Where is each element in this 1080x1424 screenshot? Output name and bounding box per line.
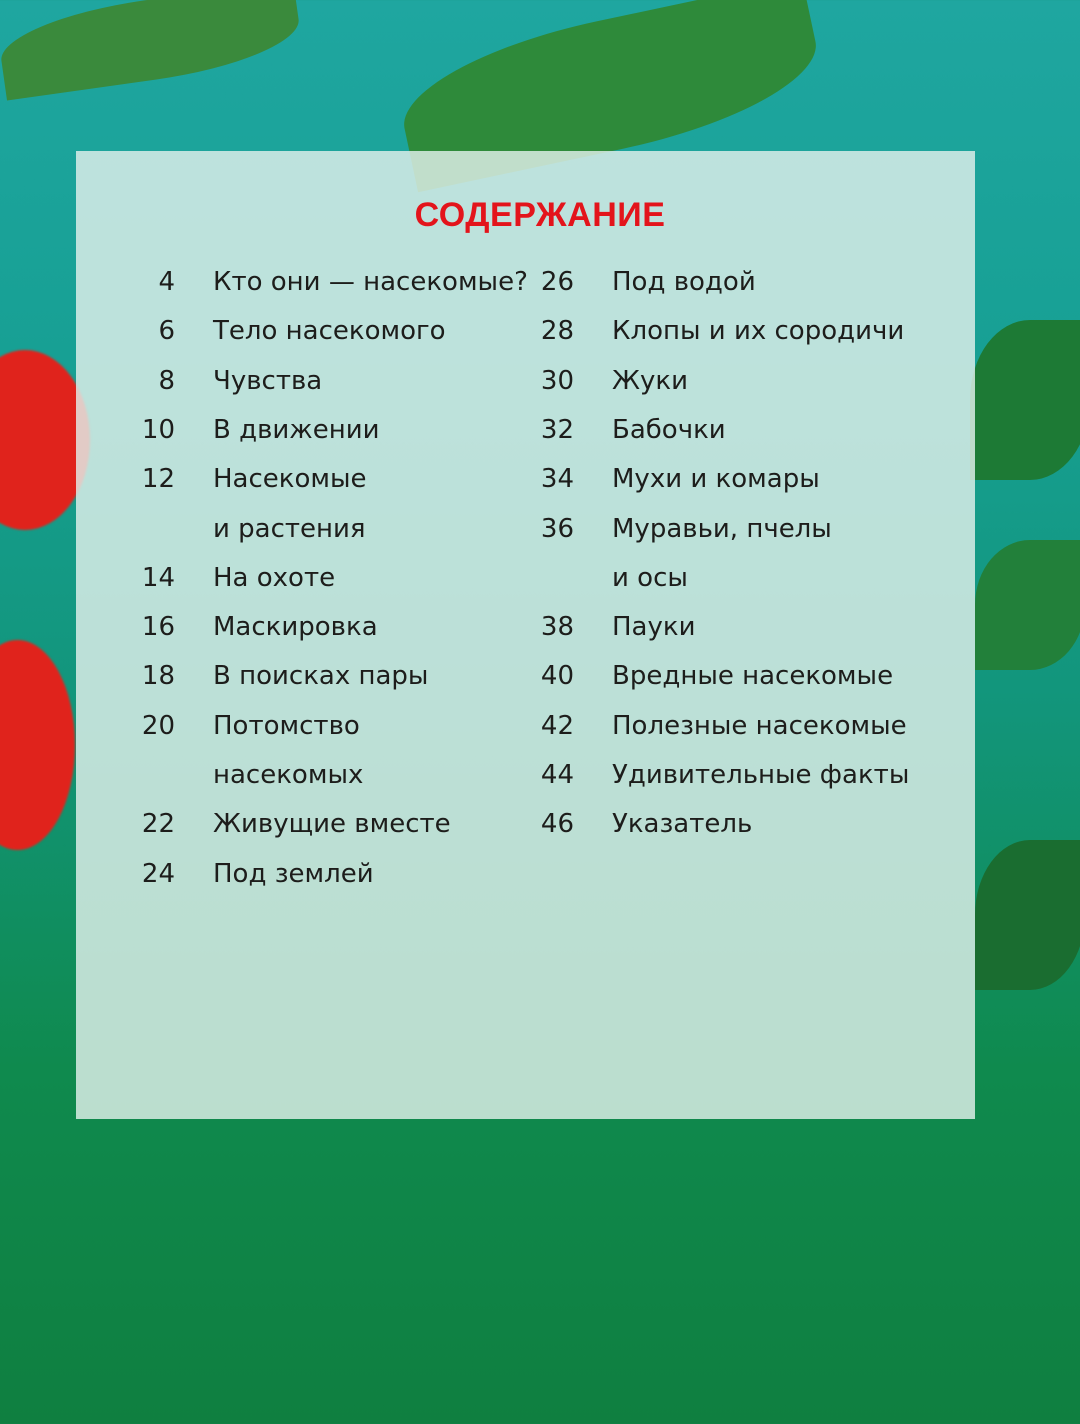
page-number: 10 xyxy=(141,414,175,445)
entry-title: Мухи и комары xyxy=(612,464,820,495)
toc-entry[interactable] xyxy=(0,607,1080,647)
entry-title: Муравьи, пчелы xyxy=(612,513,832,544)
page-number: 24 xyxy=(141,858,175,889)
entry-title: Вредные насекомые xyxy=(612,661,894,692)
entry-title: Чувства xyxy=(213,365,323,396)
entry-title: Под землей xyxy=(213,858,374,889)
entry-title: и растения xyxy=(213,513,366,544)
entry-title: Клопы и их сородичи xyxy=(612,316,905,347)
entry-title: Живущие вместе xyxy=(213,809,451,840)
entry-title: Пауки xyxy=(612,612,696,643)
entry-title: Под водой xyxy=(612,267,756,297)
page-number: 46 xyxy=(540,809,574,840)
entry-title: Удивительные факты xyxy=(612,760,910,790)
page-number: 34 xyxy=(540,464,574,495)
page-number: 14 xyxy=(141,562,175,593)
page-number: 18 xyxy=(141,661,175,692)
page-number: 42 xyxy=(540,710,574,741)
entry-title: насекомых xyxy=(213,760,364,790)
page-number: 36 xyxy=(540,513,574,544)
toc-entry[interactable] xyxy=(0,656,1080,696)
page-number: 38 xyxy=(540,612,574,643)
toc-entry[interactable] xyxy=(0,459,1080,499)
page-number: 22 xyxy=(141,809,175,840)
entry-title: Указатель xyxy=(612,809,753,840)
entry-title: Насекомые xyxy=(213,464,367,495)
entry-title: Бабочки xyxy=(612,414,726,445)
page-number: 26 xyxy=(540,267,574,297)
toc-entry[interactable] xyxy=(0,755,1080,795)
page-number: 4 xyxy=(158,267,175,297)
entry-title: В поисках пары xyxy=(213,661,429,692)
entry-title: Тело насекомого xyxy=(213,316,446,347)
entry-title: На охоте xyxy=(213,562,336,593)
entry-title: Полезные насекомые xyxy=(612,710,907,741)
page-number: 16 xyxy=(141,612,175,643)
toc-entry[interactable] xyxy=(0,854,1080,894)
toc-entry[interactable] xyxy=(0,361,1080,401)
entry-title: В движении xyxy=(213,414,380,445)
page-number: 20 xyxy=(141,710,175,741)
page-number: 40 xyxy=(540,661,574,692)
toc-entry[interactable] xyxy=(0,262,1080,302)
toc-entry[interactable] xyxy=(0,804,1080,844)
page-number: 32 xyxy=(540,414,574,445)
entry-title: Кто они — насекомые? xyxy=(213,267,528,297)
entry-title: Потомство xyxy=(213,710,360,741)
entry-title: Жуки xyxy=(612,365,688,396)
page-number: 30 xyxy=(540,365,574,396)
page-number: 12 xyxy=(141,464,175,495)
toc-entry[interactable] xyxy=(0,311,1080,351)
leaf xyxy=(0,0,304,100)
page-title: СОДЕРЖАНИЕ xyxy=(414,196,666,234)
page-number: 28 xyxy=(540,316,574,347)
page-number: 6 xyxy=(158,316,175,347)
toc-entry[interactable] xyxy=(0,410,1080,450)
entry-title: Маскировка xyxy=(213,612,378,643)
page-number: 44 xyxy=(540,760,574,790)
toc-entry[interactable] xyxy=(0,706,1080,746)
entry-title: и осы xyxy=(612,562,688,593)
page-number: 8 xyxy=(158,365,175,396)
toc-entry[interactable] xyxy=(0,558,1080,598)
toc-entry[interactable] xyxy=(0,509,1080,549)
